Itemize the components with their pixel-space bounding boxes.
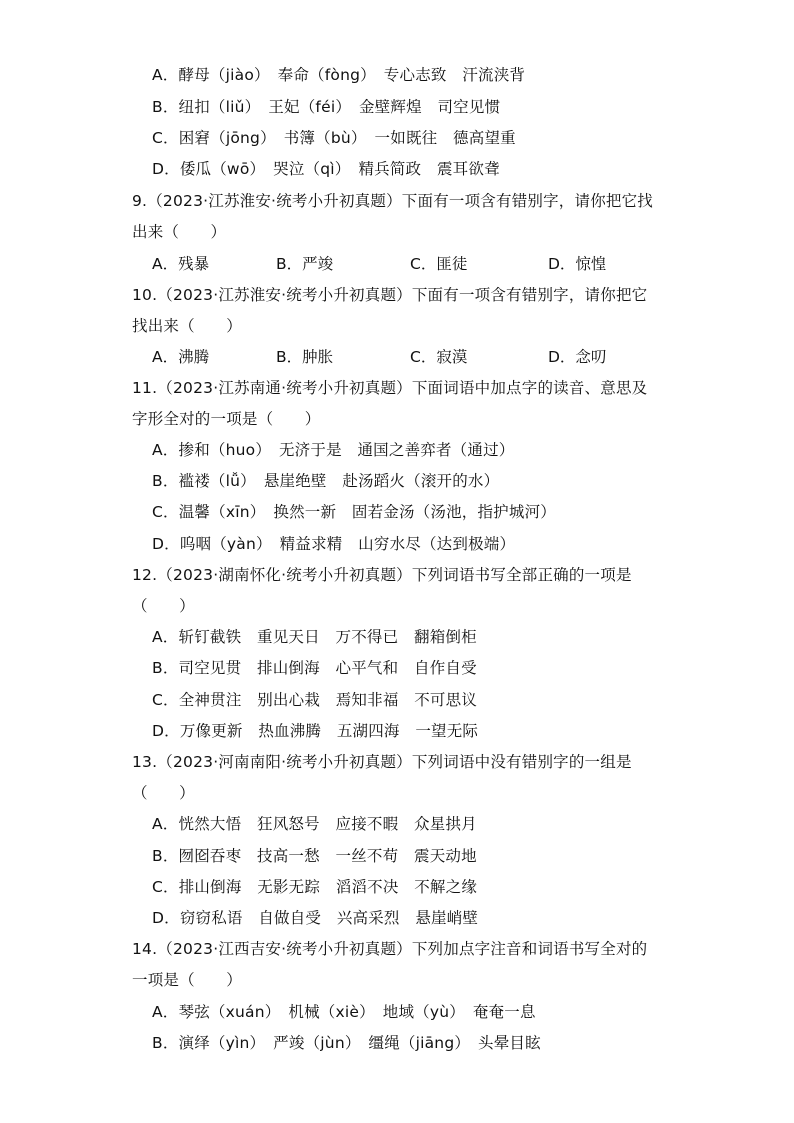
q8-option-d: D．倭瓜（wō） 哭泣（qì） 精兵简政 震耳欲聋 [152,160,500,178]
q11-stem-line1: 11.（2023·江苏南通·统考小升初真题）下面词语中加点字的读音、意思及 [132,379,648,397]
q10-stem-line1: 10.（2023·江苏淮安·统考小升初真题）下面有一项含有错别字，请你把它 [132,286,648,304]
q12-option-d: D．万像更新 热血沸腾 五湖四海 一望无际 [152,722,479,740]
q11-option-c: C．温馨（xīn） 换然一新 固若金汤（汤池，指护城河） [152,503,556,521]
q13-option-a: A．恍然大悟 狂风怒号 应接不暇 众星拱月 [152,815,477,833]
q12-option-c: C．全神贯注 别出心栽 焉知非福 不可思议 [152,691,478,709]
q10-option-a: A．沸腾 [152,348,210,366]
q10-stem-line2: 找出来（ ） [132,317,242,335]
q12-option-a: A．斩钉截铁 重见天日 万不得已 翻箱倒柜 [152,628,477,646]
q14-stem-line2: 一项是（ ） [132,971,242,989]
q14-stem-line1: 14.（2023·江西吉安·统考小升初真题）下列加点字注音和词语书写全对的 [132,940,648,958]
q14-option-b: B．演绎（yìn） 严竣（jùn） 缰绳（jiāng） 头晕目眩 [152,1034,541,1052]
q13-stem-line1: 13.（2023·河南南阳·统考小升初真题）下列词语中没有错别字的一组是 [132,753,632,771]
q9-stem-line1: 9.（2023·江苏淮安·统考小升初真题）下面有一项含有错别字，请你把它找 [132,192,653,210]
q9-option-d: D．惊惶 [548,255,607,273]
q10-option-c: C．寂漠 [410,348,468,366]
q10-option-b: B．肿胀 [276,348,334,366]
q8-option-a: A．酵母（jiào） 奉命（fòng） 专心志致 汗流浃背 [152,66,526,84]
q10-option-d: D．念叨 [548,348,607,366]
q12-stem-line1: 12.（2023·湖南怀化·统考小升初真题）下列词语书写全部正确的一项是 [132,566,632,584]
q12-option-b: B．司空见贯 排山倒海 心平气和 自作自受 [152,659,477,677]
q9-option-b: B．严竣 [276,255,334,273]
q13-option-d: D．窃窃私语 自做自受 兴高采烈 悬崖峭壁 [152,909,479,927]
q13-option-b: B．囫囵吞枣 技高一愁 一丝不苟 震天动地 [152,847,477,865]
q11-option-b: B．褴褛（lǚ） 悬崖绝壁 赴汤蹈火（滚开的水） [152,472,500,490]
q11-option-d: D．呜咽（yàn） 精益求精 山穷水尽（达到极端） [152,535,516,553]
q11-option-a: A．掺和（huo） 无济于是 通国之善弈者（通过） [152,441,515,459]
q13-stem-line2: （ ） [132,784,195,802]
q9-option-a: A．残暴 [152,255,210,273]
q14-option-a: A．琴弦（xuán） 机械（xiè） 地域（yù） 奄奄一息 [152,1003,536,1021]
q9-stem-line2: 出来（ ） [132,223,227,241]
q8-option-b: B．纽扣（liǔ） 王妃（féi） 金壁辉煌 司空见惯 [152,98,501,116]
q8-option-c: C．困窘（jōng） 书簿（bù） 一如既往 德高望重 [152,129,516,147]
q12-stem-line2: （ ） [132,597,195,615]
q13-option-c: C．排山倒海 无影无踪 滔滔不决 不解之缘 [152,878,478,896]
q9-option-c: C．匪徒 [410,255,468,273]
q11-stem-line2: 字形全对的一项是（ ） [132,410,321,428]
